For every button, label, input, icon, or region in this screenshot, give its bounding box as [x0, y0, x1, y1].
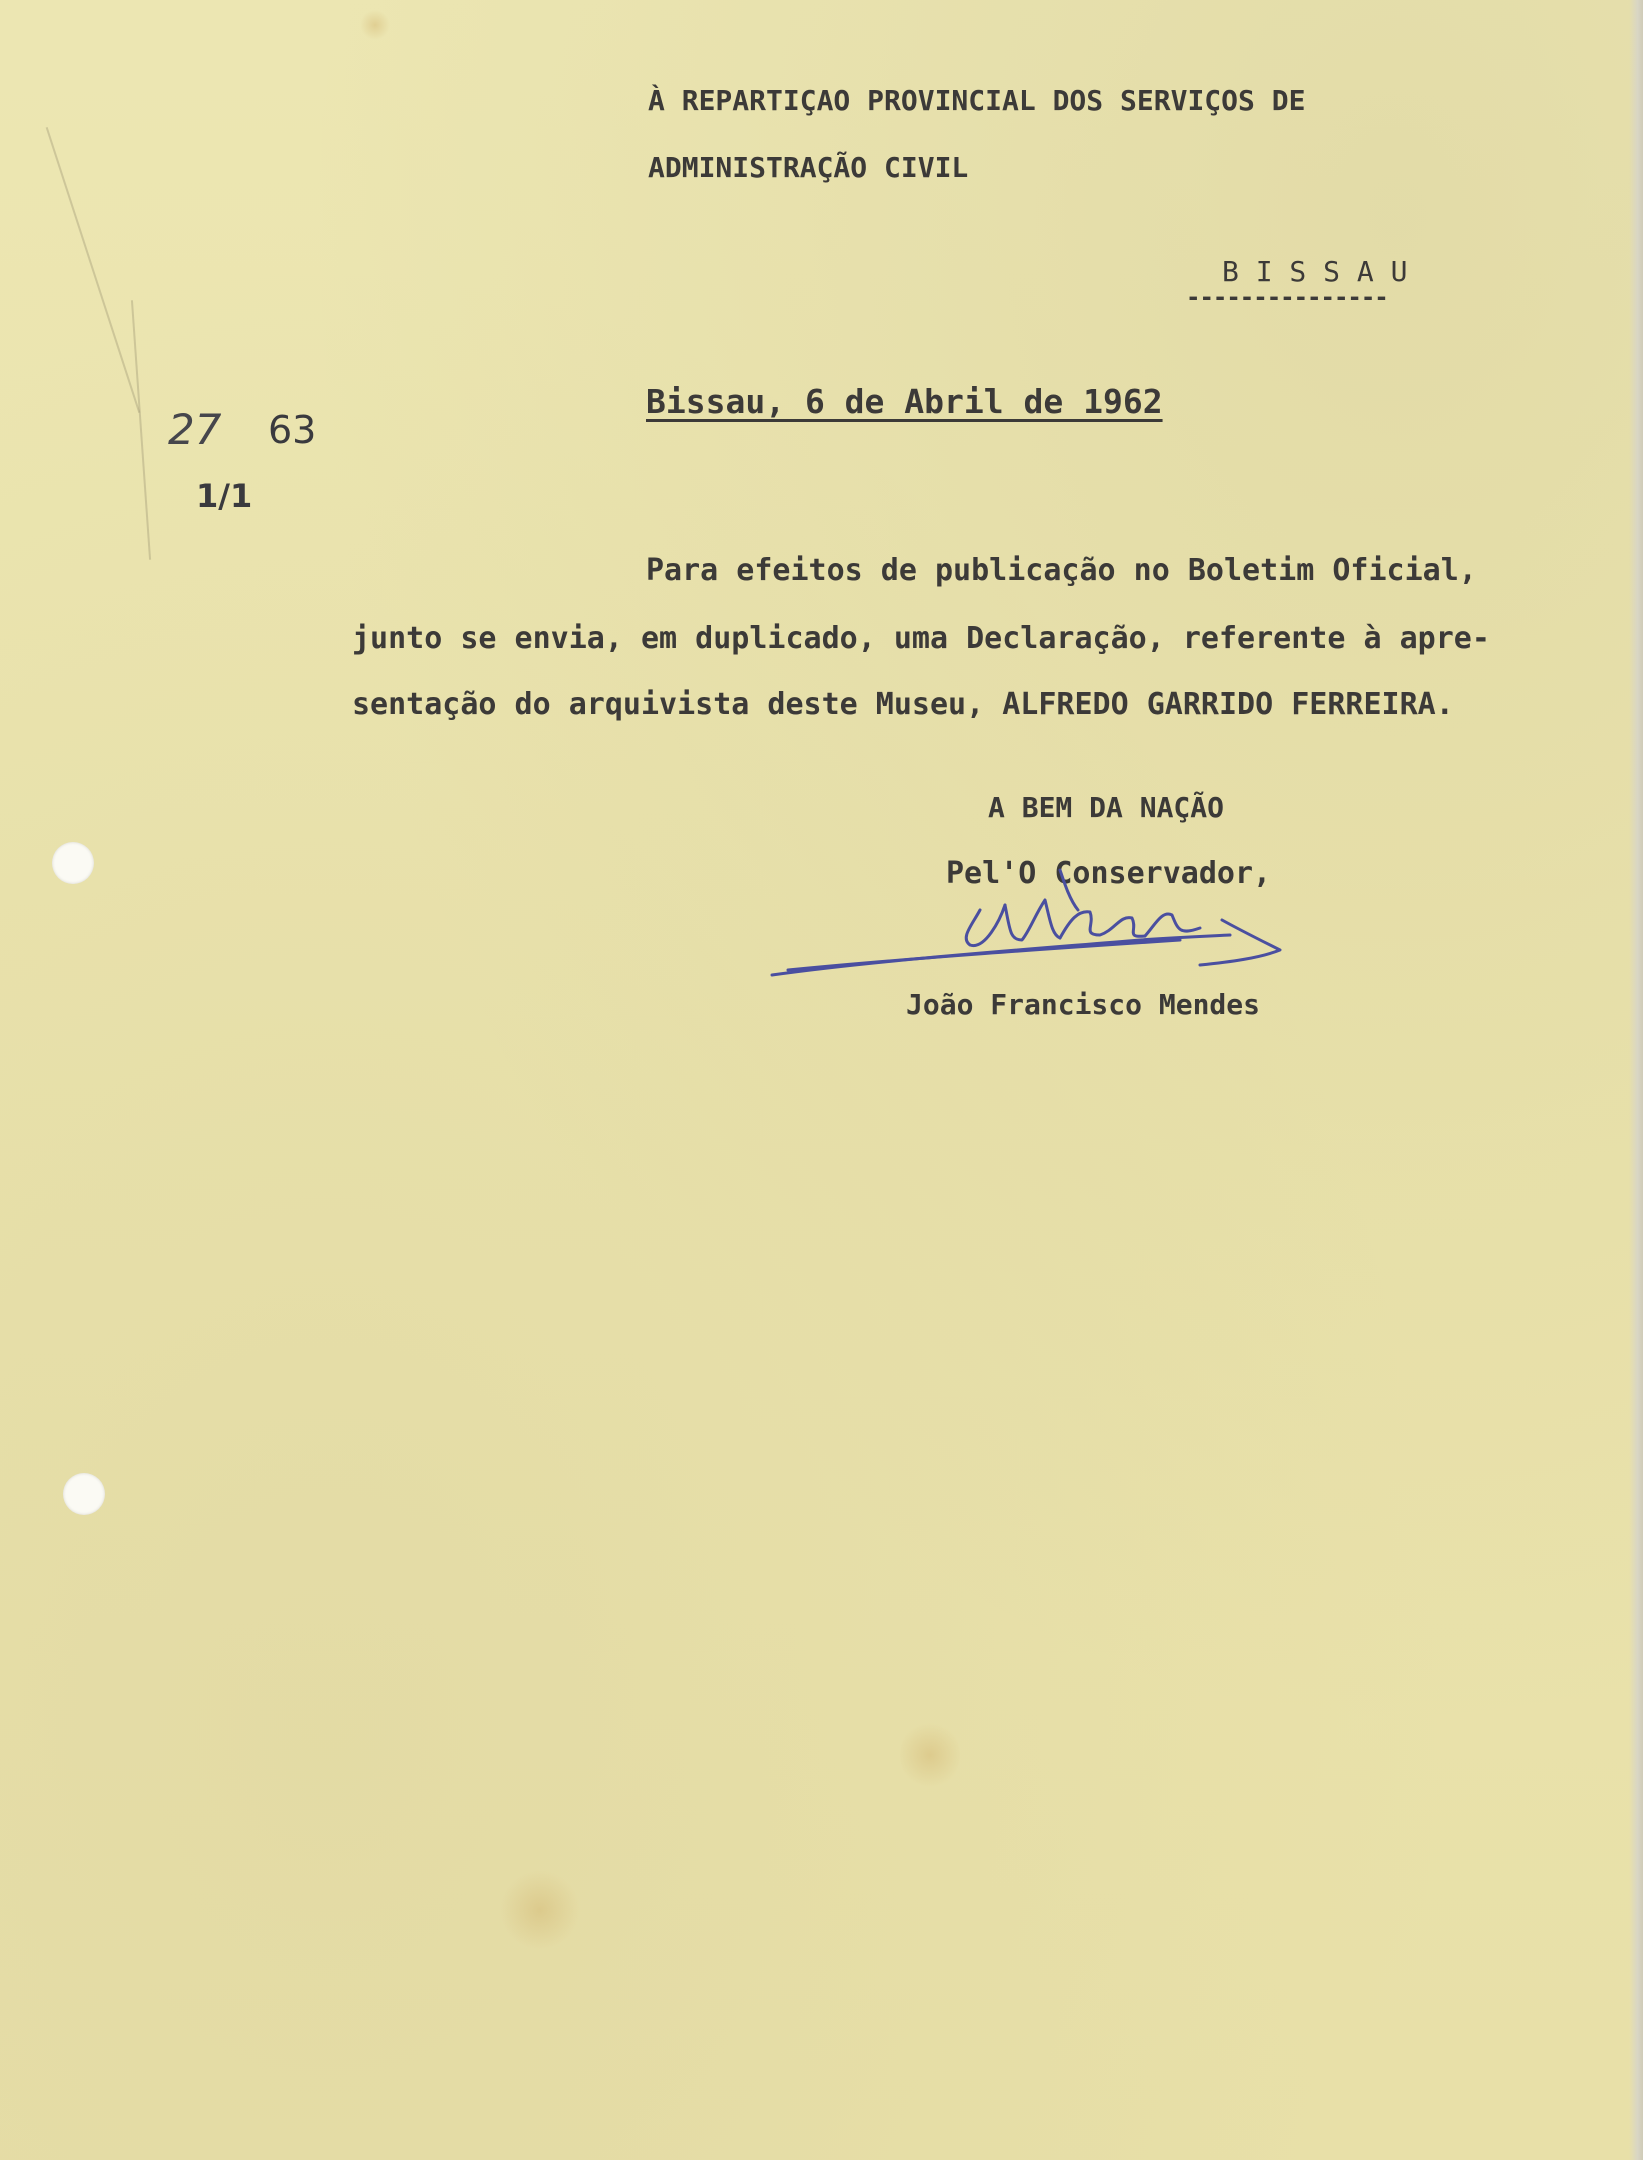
body-line-1: Para efeitos de publicação no Boletim Oficial, [646, 553, 1477, 588]
closing-formula: A BEM DA NAÇÃO [988, 791, 1225, 824]
sign-on-behalf: Pel'O Conservador, [946, 856, 1272, 891]
date-line: Bissau, 6 de Abril de 1962 [646, 382, 1163, 421]
place-heading: B I S S A U [1222, 255, 1408, 288]
paper-stain [900, 1720, 960, 1790]
pencil-mark [46, 127, 141, 413]
handwritten-reference: 27 [168, 405, 222, 454]
paper-edge [1629, 0, 1643, 2160]
signatory-name: João Francisco Mendes [906, 988, 1261, 1021]
punch-hole-top [52, 842, 94, 884]
body-line-2: junto se envia, em duplicado, uma Declaração, referente à apre- [352, 621, 1490, 656]
pencil-mark [131, 300, 151, 560]
paper-stain [500, 1870, 580, 1950]
reference-number: 63 [268, 408, 317, 452]
place-underline: --------------- [1186, 283, 1388, 311]
recipient-line-2: ADMINISTRAÇÃO CIVIL [648, 151, 969, 184]
handwritten-signature [760, 840, 1340, 990]
paper-stain [360, 10, 390, 40]
punch-hole-bottom [63, 1473, 105, 1515]
page-mark: 1/1 [196, 477, 253, 515]
recipient-line-1: À REPARTIÇAO PROVINCIAL DOS SERVIÇOS DE [648, 84, 1306, 117]
body-line-3: sentação do arquivista deste Museu, ALFREDO GARRIDO FERREIRA. [352, 687, 1454, 722]
